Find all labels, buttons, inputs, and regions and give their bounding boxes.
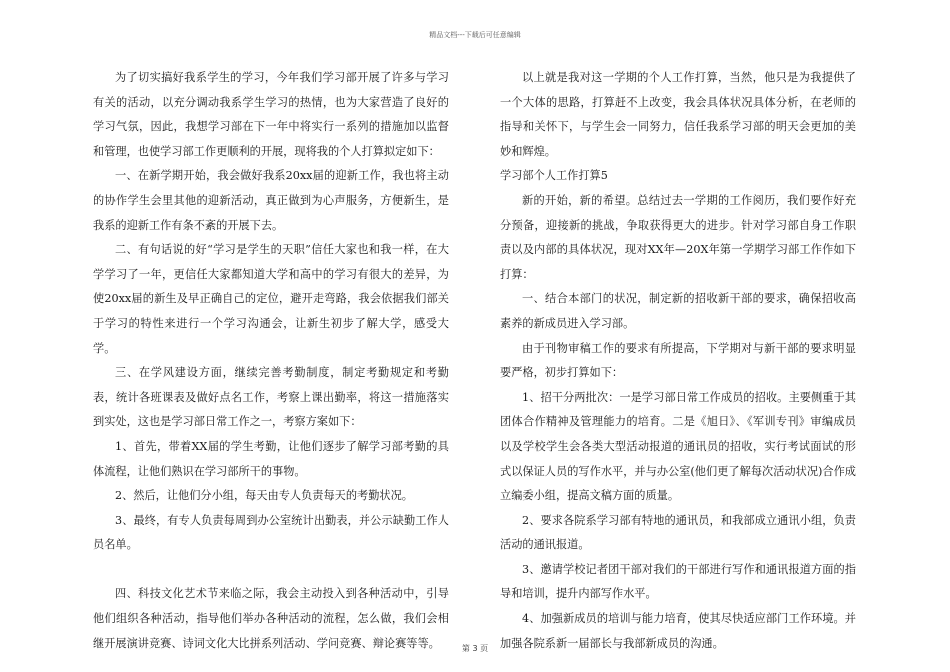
paragraph: 一、结合本部门的状况，制定新的招收新干部的要求，确保招收高素养的新成员进入学习部。	[500, 292, 856, 330]
paragraph: 二、有句话说的好“学习是学生的天职”信任大家也和我一样，在大学学习了一年，更信任大家都知道大学和高中的学习有很大的差异，为使20xx届的新生及早正确自己的定位，避开走弯路，我会依据我们部关于学习的特性来进行一个学习沟通会，让新生初步了解大学，感受大学。	[93, 243, 449, 355]
paragraph: 3、邀请学校记者团干部对我们的干部进行写作和通讯报道方面的指导和培训，提升内部写作水平。	[500, 562, 856, 601]
paragraph: 四、科技文化艺术节来临之际，我会主动投入到各种活动中，引导他们组织各种活动，指导他们举办各种活动的流程，怎么做，我们会相继开展演讲竞赛、诗词文化大比拼系列活动、学问竞赛、辩论赛等等。	[93, 587, 449, 650]
paragraph: 1、首先，带着XX届的学生考勤，让他们逐步了解学习部考勤的具体流程，让他们熟识在学习部所干的事物。	[93, 439, 449, 478]
paragraph: 一、在新学期开始，我会做好我系20xx届的迎新工作，我也将主动的协作学生会里其他的迎新活动，真正做到为心声服务，方便新生，是我系的迎新工作有条不紊的开展下去。	[93, 169, 449, 232]
paragraph: 三、在学风建设方面，继续完善考勤制度，制定考勤规定和考勤表，统计各班课表及做好点名工作，考察上课出勤率，将这一措施落实到实处，这也是学习部日常工作之一，考察方案如下：	[93, 366, 449, 429]
paragraph: 为了切实搞好我系学生的学习，今年我们学习部开展了许多与学习有关的活动，以充分调动我系学生学习的热情，也为大家营造了良好的学习气氛，因此，我想学习部在下一年中将实行一系列的措施加以监督和管理，也使学习部工作更顺利的开展，现将我的个人打算拟定如下：	[93, 71, 449, 158]
paragraph: 由于刊物审稿工作的要求有所提高，下学期对与新干部的要求明显要严格，初步打算如下：	[500, 341, 856, 380]
paragraph: 3、最终，有专人负责每周到办公室统计出勤表，并公示缺勤工作人员名单。	[93, 513, 449, 552]
page-number: 第 3 页	[461, 644, 489, 653]
paragraph: 2、要求各院系学习部有特地的通讯员，和我部成立通讯小组，负责活动的通讯报道。	[500, 513, 856, 552]
paragraph: 1、招干分两批次：一是学习部日常工作成员的招收。主要侧重于其团体合作精神及管理能力的培育。二是《旭日》、《军训专刊》审编成员以及学校学生会各类大型活动报道的通讯员的招收，实行考试面试的形式以保证人员的写作水平，并与办公室(他们更了解每次活动状况)合作成立编委小组，提高文稿方面的质量。	[500, 390, 856, 503]
right-column	[500, 66, 856, 656]
paragraph: 2、然后，让他们分小组，每天由专人负责每天的考勤状况。	[115, 489, 413, 503]
page-header: 精品文档---下载后可任意编辑	[429, 31, 521, 39]
paragraph: 4、加强新成员的培训与能力培育，使其尽快适应部门工作环境。并加强各院系新一届部长与我部新成员的沟通。	[500, 612, 856, 650]
paragraph: 新的开始，新的希望。总结过去一学期的工作阅历，我们要作好充分预备，迎接新的挑战，争取获得更大的进步。针对学习部自身工作职责以及内部的具体状况，现对XX年—20X年第一学期学习部工作作如下打算：	[500, 193, 856, 281]
section-heading: 学习部个人工作打算5	[500, 169, 608, 183]
left-column	[93, 66, 449, 656]
paragraph: 以上就是我对这一学期的个人工作打算，当然，他只是为我提供了一个大体的思路，打算赶不上改变，我会具体状况具体分析，在老师的指导和关怀下，与学生会一同努力，信任我系学习部的明天会更加的美妙和辉煌。	[500, 71, 856, 158]
